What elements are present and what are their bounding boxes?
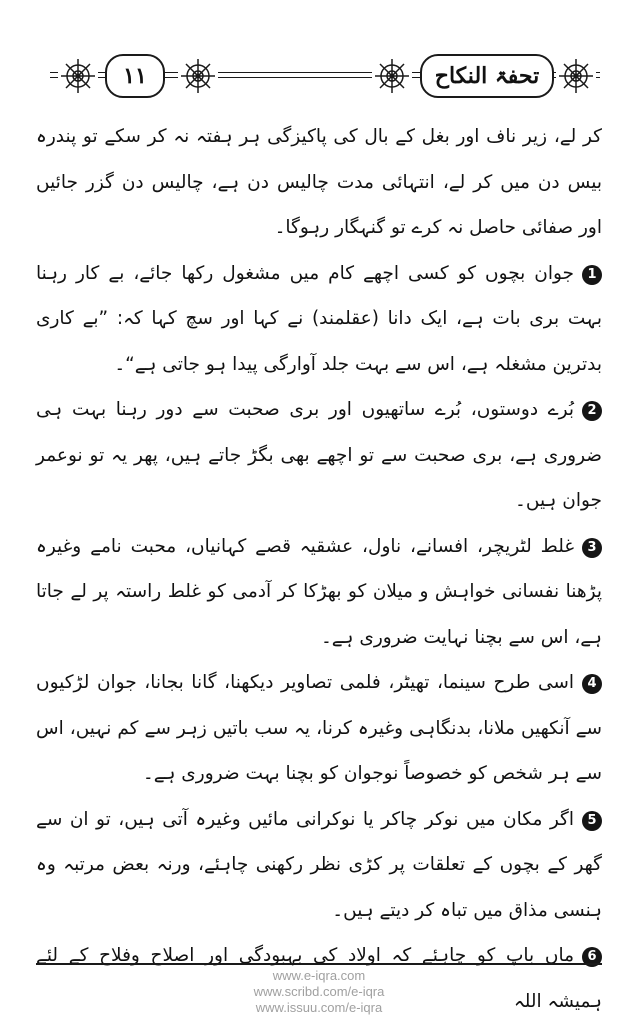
paragraph-text: جوان بچوں کو کسی اچھے کام میں مشغول رکھا جائے، بے کار رہنا بہت بری بات ہے، ایک دانا (عقلمند) نے کہا اور سچ کہا کہ: ”بے کاری بدترین مشغلہ ہے، اس سے بہت جلد آوارگی پیدا ہو جاتی ہے“۔ bbox=[36, 262, 602, 375]
item-number-badge: 3 bbox=[582, 538, 602, 558]
flower-ornament-icon bbox=[556, 54, 596, 98]
paragraph-text: غلط لٹریچر، افسانے، ناول، عشقیہ قصے کہانیاں، محبت نامے وغیرہ پڑھنا نفسانی خواہش و میلان کو بھڑکا کر آدمی کو غلط راستہ پر لے جاتا ہے، اس سے بچنا نہایت ضروری ہے۔ bbox=[36, 535, 602, 648]
flower-ornament-icon bbox=[58, 54, 98, 98]
item-number-badge: 5 bbox=[582, 811, 602, 831]
footer-url[interactable]: www.issuu.com/e-iqra bbox=[255, 1000, 383, 1015]
paragraph-text: بُرے دوستوں، بُرے ساتھیوں اور بری صحبت سے دور رہنا بہت ہی ضروری ہے، بری صحبت سے تو اچھے بھی بگڑ جاتے ہیں، پھر یہ تو نوعمر جوان ہیں۔ bbox=[36, 399, 602, 511]
numbered-paragraph bbox=[36, 797, 602, 934]
book-title: تحفۃ النکاح bbox=[420, 54, 554, 98]
paragraph bbox=[36, 114, 602, 251]
paragraph-text: کر لے، زیر ناف اور بغل کے بال کی پاکیزگی ہر ہفتہ نہ کر سکے تو پندرہ بیس دن میں کر لے، انتہائی مدت چالیس دن ہے، چالیس دن گزر جائیں اور صفائی حاصل نہ کرے تو گنہگار رہوگا۔ bbox=[36, 126, 602, 238]
item-number-badge: 6 bbox=[582, 947, 602, 967]
footer-url[interactable]: www.scribd.com/e-iqra bbox=[253, 984, 385, 999]
flower-ornament-icon bbox=[178, 54, 218, 98]
body-text bbox=[36, 114, 602, 1024]
item-number-badge: 1 bbox=[582, 265, 602, 285]
item-number-badge: 2 bbox=[582, 401, 602, 421]
footer-urls bbox=[0, 968, 638, 1016]
footer-url[interactable]: www.e-iqra.com bbox=[272, 968, 366, 983]
item-number-badge: 4 bbox=[582, 674, 602, 694]
paragraph-text: ماں باپ کو چاہئے کہ اولاد کی بہبودگی اور اصلاح وفلاح کے لئے ہمیشہ اللہ bbox=[36, 945, 602, 1012]
numbered-paragraph bbox=[36, 524, 602, 661]
numbered-paragraph bbox=[36, 660, 602, 797]
flower-ornament-icon bbox=[372, 54, 412, 98]
page-header bbox=[50, 50, 600, 100]
page-number: ۱۱ bbox=[105, 54, 165, 98]
paragraph-text: اسی طرح سینما، تھیٹر، فلمی تصاویر دیکھنا، گانا بجانا، جوان لڑکیوں سے آنکھیں ملانا، بدنگاہی وغیرہ کرنا، یہ سب باتیں زہر سے کم نہیں، اس سے ہر شخص کو خصوصاً نوجوان کو بچنا بہت ضروری ہے۔ bbox=[36, 672, 602, 784]
numbered-paragraph bbox=[36, 387, 602, 524]
numbered-paragraph bbox=[36, 251, 602, 388]
paragraph-text: اگر مکان میں نوکر چاکر یا نوکرانی مائیں وغیرہ آتی ہیں، تو ان سے گھر کے بچوں کے تعلقات پر کڑی نظر رکھنی چاہئے، ورنہ بعض مرتبہ وہ ہنسی مذاق میں تباہ کر دیتے ہیں۔ bbox=[36, 808, 602, 921]
footer-rule bbox=[36, 963, 602, 965]
